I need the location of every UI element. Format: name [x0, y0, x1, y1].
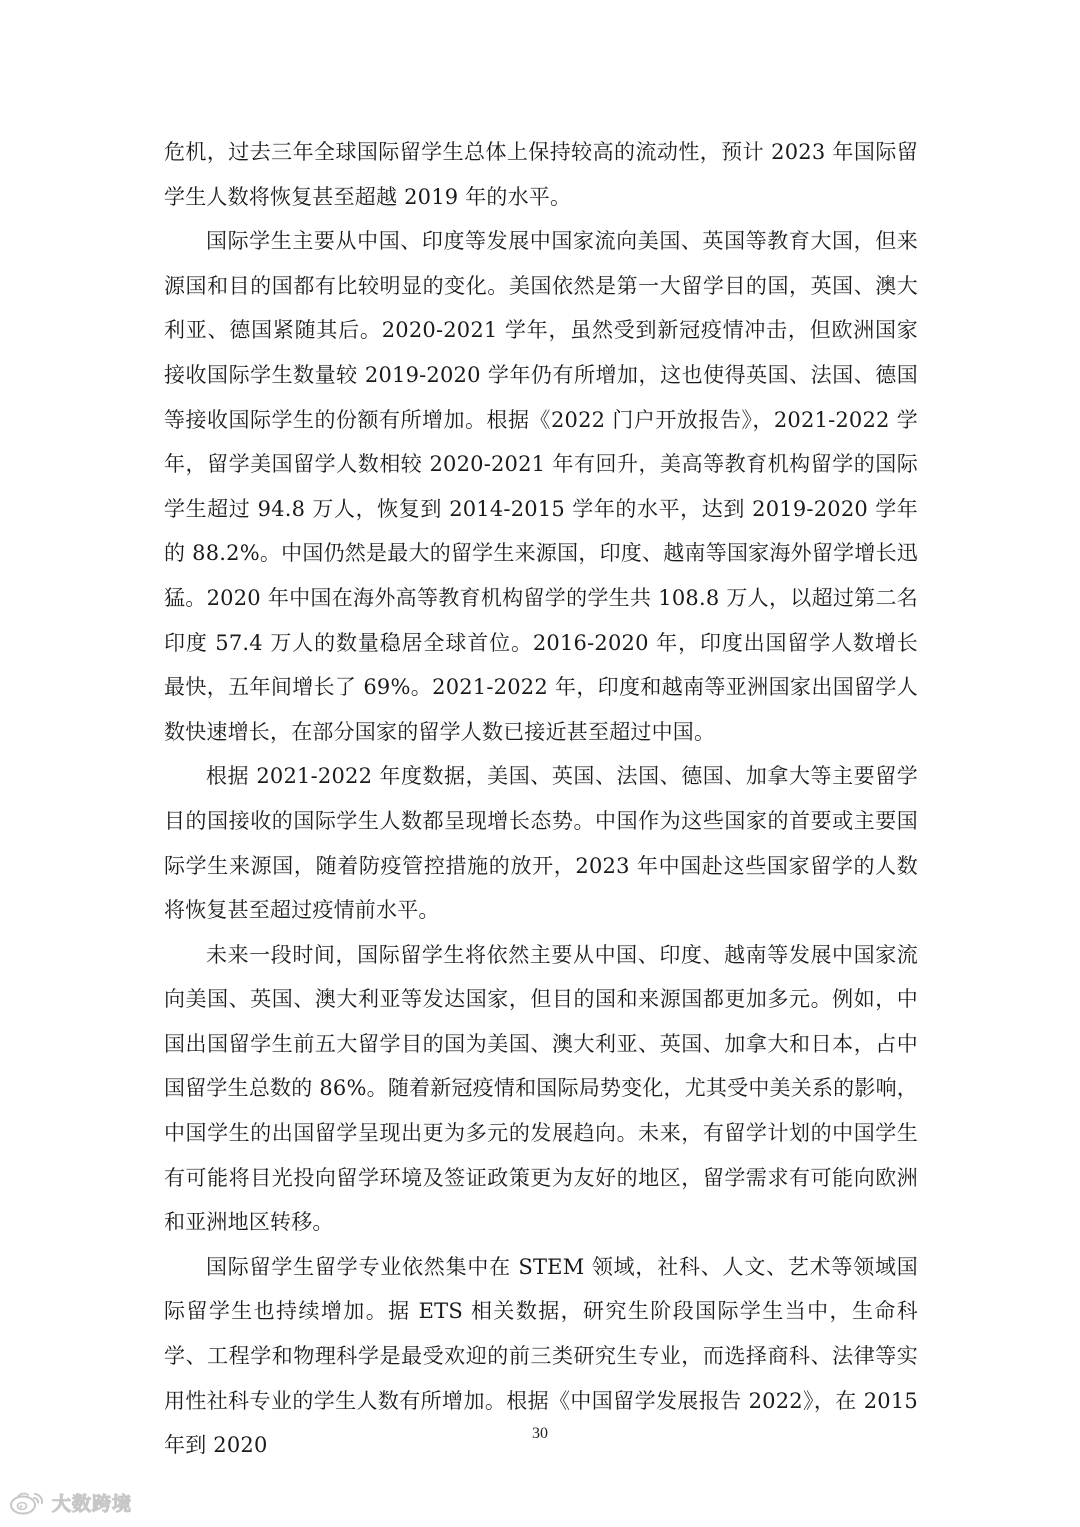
paragraph-1: 危机，过去三年全球国际留学生总体上保持较高的流动性，预计 2023 年国际留学生人数将恢复甚至超越 2019 年的水平。 — [164, 140, 918, 209]
paragraph-3: 根据 2021-2022 年度数据，美国、英国、法国、德国、加拿大等主要留学目的国接收的国际学生人数都呈现增长态势。中国作为这些国家的首要或主要国际学生来源国，随着防疫管控措施的放开，2023 年中国赴这些国家留学的人数将恢复甚至超过疫情前水平。 — [164, 764, 918, 923]
watermark — [8, 1488, 132, 1516]
watermark-text: 大数跨境 — [52, 1492, 133, 1515]
paragraph-4: 未来一段时间，国际留学生将依然主要从中国、印度、越南等发展中国家流向美国、英国、澳大利亚等发达国家，但目的国和来源国都更加多元。例如，中国出国留学生前五大留学目的国为美国、澳大利亚、英国、加拿大和日本，占中国留学生总数的 86%。随着新冠疫情和国际局势变化，尤其受中美关系的影响，中国学生的出国留学呈现出更为多元的发展趋向。未来，有留学计划的中国学生有可能将目光投向留学环境及签证政策更为友好的地区，留学需求有可能向欧洲和亚洲地区转移。 — [164, 942, 918, 1235]
page-number: 30 — [532, 1425, 548, 1442]
weibo-logo-icon — [8, 1488, 48, 1516]
paragraph-5: 国际留学生留学专业依然集中在 STEM 领域，社科、人文、艺术等领域国际留学生也持续增加。据 ETS 相关数据，研究生阶段国际学生当中，生命科学、工程学和物理科学是最受欢迎的前三类研究生专业，而选择商科、法律等实用性社科专业的学生人数有所增加。根据《中国留学发展报告 2022》，在 2015 年到 2020 — [164, 1254, 918, 1458]
paragraph-2: 国际学生主要从中国、印度等发展中国家流向美国、英国等教育大国，但来源国和目的国都有比较明显的变化。美国依然是第一大留学目的国，英国、澳大利亚、德国紧随其后。2020-2021 学年，虽然受到新冠疫情冲击，但欧洲国家接收国际学生数量较 2019-2020 学年仍有所增加，这也使得英国、法国、德国等接收国际学生的份额有所增加。根据《2022 门户开放报告》，2021-2022 学年，留学美国留学人数相较 2020-2021 年有回升，美高等教育机构留学的国际学生超过 94.8 万人，恢复到 2014-2015 学年的水平，达到 2019-2020 学年的 88.2%。中国仍然是最大的留学生来源国，印度、越南等国家海外留学增长迅猛。2020 年中国在海外高等教育机构留学的学生共 108.8 万人，以超过第二名印度 57.4 万人的数量稳居全球首位。2016-2020 年，印度出国留学人数增长最快，五年间增长了 69%。2021-2022 年，印度和越南等亚洲国家出国留学人数快速增长，在部分国家的留学人数已接近甚至超过中国。 — [164, 229, 918, 744]
body-text — [164, 130, 918, 1468]
